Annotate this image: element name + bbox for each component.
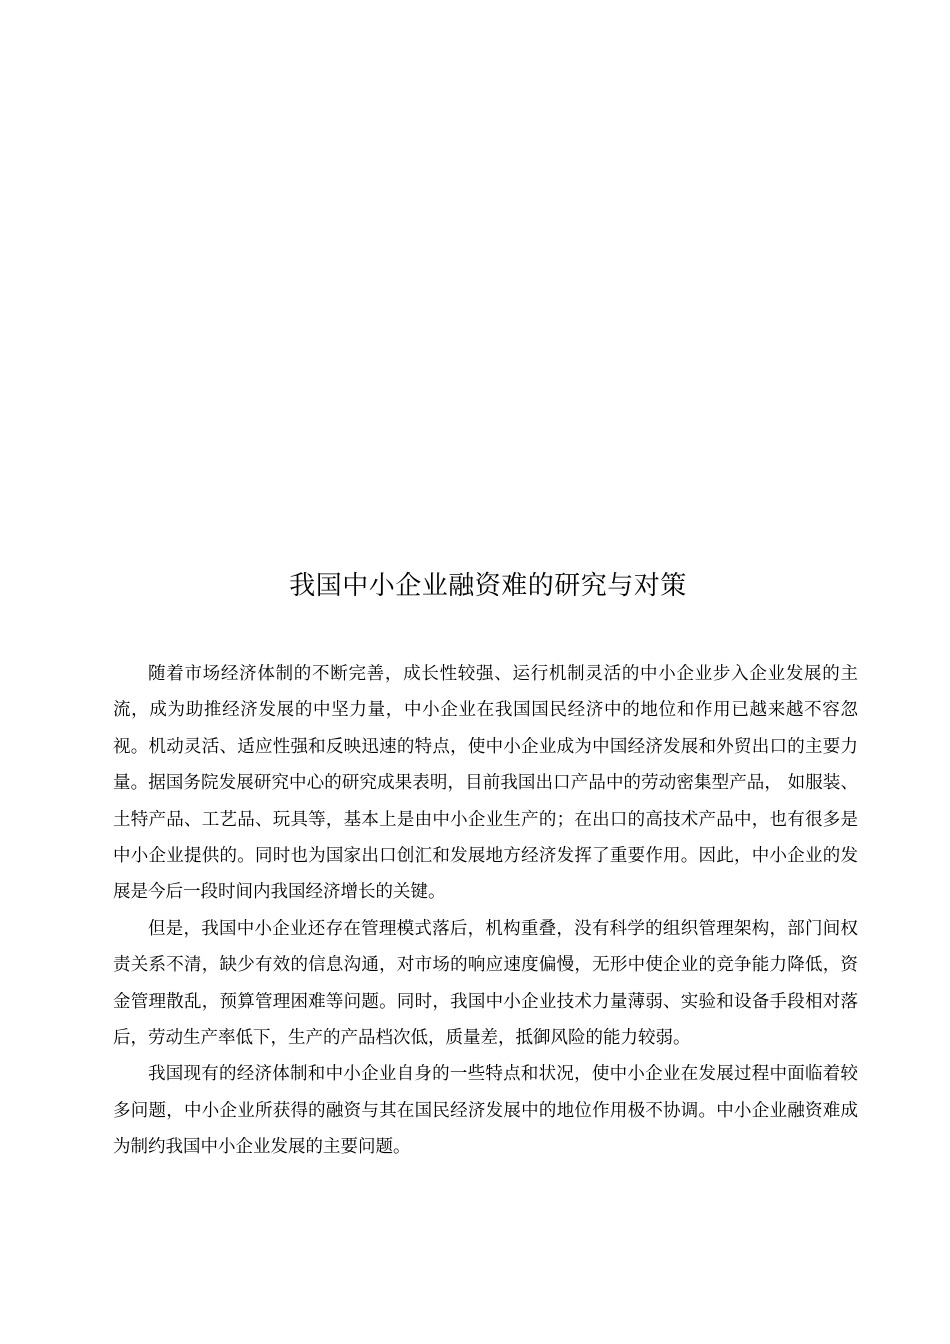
paragraph-1: 随着市场经济体制的不断完善，成长性较强、运行机制灵活的中小企业步入企业发展的主流，成为助推经济发展的中坚力量，中小企业在我国国民经济中的地位和作用已越来越不容忽视。机动灵活、适应性强和反映迅速的特点，使中小企业成为中国经济发展和外贸出口的主要力量。据国务院发展研究中心的研究成果表明，目前我国出口产品中的劳动密集型产品， 如服装、土特产品、工艺品、玩具等，基本上是由中小企业生产的；在出口的高技术产品中，也有很多是中小企业提供的。同时也为国家出口创汇和发展地方经济发挥了重要作用。因此，中小企业的发展是今后一段时间内我国经济增长的关键。	[113, 664, 858, 903]
document-body	[113, 656, 858, 1166]
paragraph-3: 我国现有的经济体制和中小企业自身的一些特点和状况，使中小企业在发展过程中面临着较多问题，中小企业所获得的融资与其在国民经济发展中的地位作用极不协调。中小企业融资难成为制约我国中小企业发展的主要问题。	[113, 1064, 858, 1158]
paragraph-2: 但是，我国中小企业还存在管理模式落后，机构重叠，没有科学的组织管理架构，部门间权责关系不清，缺少有效的信息沟通，对市场的响应速度偏慢，无形中使企业的竞争能力降低，资金管理散乱，预算管理困难等问题。同时，我国中小企业技术力量薄弱、实验和设备手段相对落后，劳动生产率低下，生产的产品档次低，质量差，抵御风险的能力较弱。	[113, 918, 858, 1049]
document-title: 我国中小企业融资难的研究与对策	[289, 571, 687, 601]
